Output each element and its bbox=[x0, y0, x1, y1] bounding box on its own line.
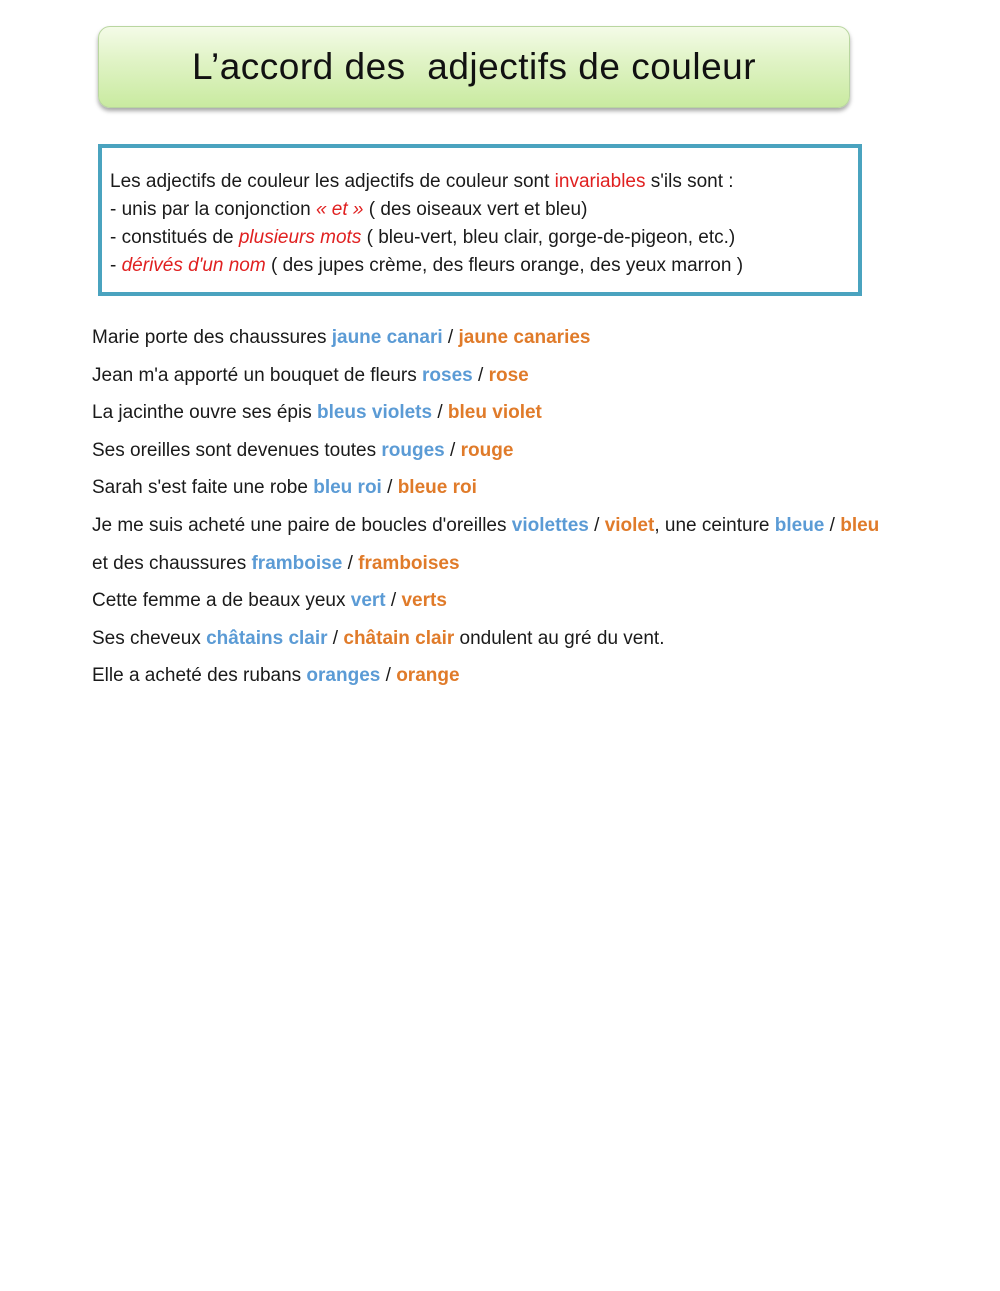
answer-option-a[interactable]: bleu roi bbox=[313, 477, 382, 499]
answer-option-a[interactable]: châtains clair bbox=[206, 627, 328, 649]
sentence-text: Ses oreilles sont devenues toutes bbox=[92, 439, 382, 461]
rule-line-4: - dérivés d'un nom ( des jupes crème, des fleurs orange, des yeux marron ) bbox=[110, 255, 744, 276]
sentence-text: Ses cheveux bbox=[92, 627, 207, 649]
exercise-sentence bbox=[92, 662, 912, 690]
title-banner bbox=[98, 26, 850, 108]
sentence-text: / bbox=[380, 665, 397, 687]
sentence-text: / bbox=[444, 439, 461, 461]
sentence-text: Cette femme a de beaux yeux bbox=[92, 590, 351, 612]
answer-option-b[interactable]: verts bbox=[401, 590, 447, 612]
answer-option-a[interactable]: rouges bbox=[381, 439, 445, 461]
exercise-list bbox=[92, 324, 912, 700]
answer-option-a[interactable]: bleus violets bbox=[316, 402, 433, 424]
sentence-text: Jean m'a apporté un bouquet de fleurs bbox=[92, 364, 423, 386]
sentence-text: / bbox=[442, 327, 459, 348]
sentence-text: Elle a acheté des rubans bbox=[92, 665, 307, 687]
exercise-sentence bbox=[92, 474, 912, 502]
answer-option-a[interactable]: bleue bbox=[774, 514, 825, 536]
exercise-sentence bbox=[92, 324, 912, 352]
sentence-text: ondulent au gré du vent. bbox=[454, 627, 665, 649]
sentence-text: La jacinthe ouvre ses épis bbox=[92, 402, 317, 424]
answer-option-b[interactable]: rouge bbox=[460, 439, 514, 461]
sentence-text: / bbox=[824, 514, 841, 536]
sentence-text: / bbox=[342, 552, 359, 574]
answer-option-a[interactable]: framboise bbox=[251, 552, 343, 574]
rule-highlight: invariables bbox=[554, 171, 646, 192]
rule-line-2: - unis par la conjonction « et » ( des oiseaux vert et bleu) bbox=[110, 199, 588, 220]
answer-option-b[interactable]: violet bbox=[604, 514, 655, 536]
rule-highlight: plusieurs mots bbox=[238, 227, 362, 248]
rule-line-1: Les adjectifs de couleur les adjectifs de couleur sont invariables s'ils sont : bbox=[110, 171, 734, 192]
exercise-sentence bbox=[92, 399, 912, 427]
answer-option-b[interactable]: bleu violet bbox=[447, 402, 542, 424]
sentence-text: Sarah s'est faite une robe bbox=[92, 477, 314, 499]
sentence-text: / bbox=[385, 590, 402, 612]
sentence-text: , une ceinture bbox=[654, 514, 775, 536]
sentence-text: Marie porte des chaussures bbox=[92, 327, 332, 348]
answer-option-b[interactable]: orange bbox=[396, 665, 460, 687]
sentence-text: / bbox=[472, 364, 489, 386]
answer-option-b[interactable]: châtain clair bbox=[343, 627, 455, 649]
answer-option-b[interactable]: framboises bbox=[358, 552, 460, 574]
exercise-sentence bbox=[92, 550, 912, 578]
answer-option-a[interactable]: vert bbox=[350, 590, 386, 612]
sentence-text: / bbox=[381, 477, 398, 499]
sentence-text: Je me suis acheté une paire de boucles d'oreilles bbox=[92, 514, 512, 536]
answer-option-a[interactable]: roses bbox=[422, 364, 473, 386]
answer-option-b[interactable]: rose bbox=[488, 364, 529, 386]
sentence-text: et des chaussures bbox=[92, 552, 252, 574]
sentence-text: / bbox=[432, 402, 448, 424]
answer-option-b[interactable]: bleue roi bbox=[397, 477, 477, 499]
rule-highlight: dérivés d'un nom bbox=[121, 255, 266, 276]
exercise-sentence bbox=[92, 587, 912, 615]
exercise-sentence bbox=[92, 512, 912, 540]
exercise-sentence bbox=[92, 625, 912, 653]
rule-line-3: - constitués de plusieurs mots ( bleu-vert, bleu clair, gorge-de-pigeon, etc.) bbox=[110, 227, 736, 248]
answer-option-b[interactable]: bleu bbox=[840, 514, 880, 536]
answer-option-a[interactable]: violettes bbox=[511, 514, 589, 536]
rule-box bbox=[98, 144, 862, 296]
sentence-text: / bbox=[588, 514, 605, 536]
rule-highlight: « et » bbox=[315, 199, 364, 220]
sentence-text: / bbox=[327, 627, 344, 649]
answer-option-b[interactable]: jaune canaries bbox=[458, 327, 591, 348]
exercise-sentence bbox=[92, 437, 912, 465]
answer-option-a[interactable]: jaune canari bbox=[331, 327, 443, 348]
answer-option-a[interactable]: oranges bbox=[306, 665, 381, 687]
exercise-sentence bbox=[92, 362, 912, 390]
page-title: L’accord des adjectifs de couleur bbox=[191, 46, 757, 87]
